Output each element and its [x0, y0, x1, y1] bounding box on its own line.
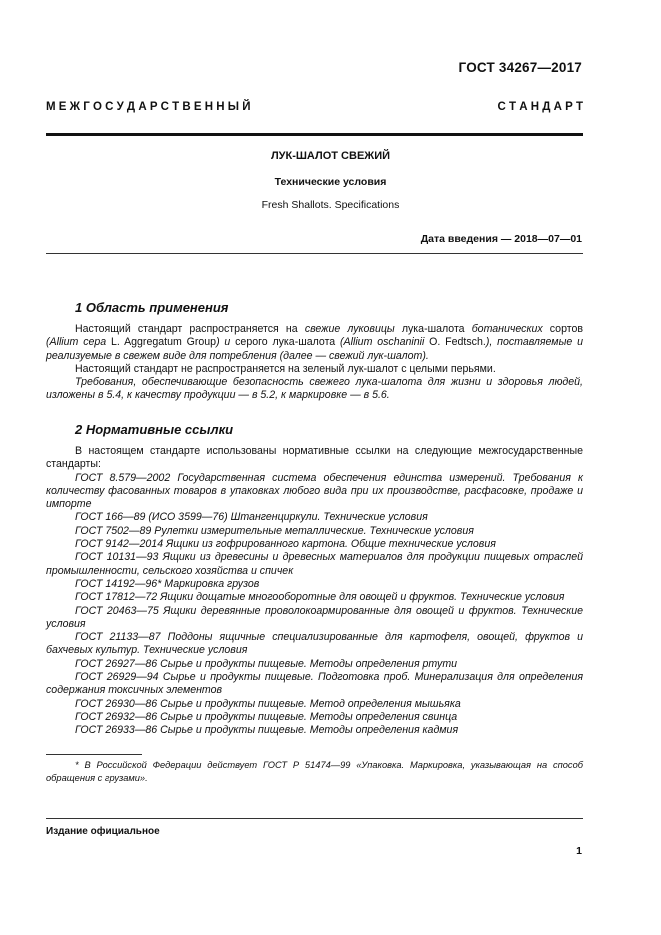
reference-item: ГОСТ 21133—87 Поддоны ящичные специализированные для картофеля, овощей, фруктов и бахчевых культур. Технические условия — [46, 631, 583, 657]
edition-label: Издание официальное — [46, 826, 160, 837]
reference-item: ГОСТ 26932—86 Сырье и продукты пищевые. Методы определения свинца — [75, 710, 458, 723]
footer-rule — [46, 818, 583, 819]
section-2-heading: 2 Нормативные ссылки — [75, 422, 234, 437]
section-1-body — [46, 323, 583, 403]
banner-left: М Е Ж Г О С У Д А Р С Т В Е Н Н Ы Й — [46, 101, 251, 113]
reference-item: ГОСТ 9142—2014 Ящики из гофрированного картона. Общие технические условия — [75, 538, 496, 551]
standard-banner — [46, 101, 583, 113]
section-1-para-3: Требования, обеспечивающие безопасность свежего лука-шалота для жизни и здоровья людей, изложены в 5.4, к качеству продукции — в 5.2, к маркировке — в 5.6. — [46, 376, 583, 402]
section-2-intro: В настоящем стандарте использованы нормативные ссылки на следующие межгосударственные стандарты: — [46, 445, 583, 471]
text-run: лука-шалота — [394, 323, 472, 335]
section-1-para-1 — [46, 323, 583, 363]
reference-item: ГОСТ 26927—86 Сырье и продукты пищевые. Методы определения ртути — [75, 657, 458, 670]
page-number: 1 — [576, 845, 582, 857]
text-run: сортов — [542, 323, 583, 335]
text-run: L. Aggregatum Group — [106, 336, 217, 349]
gost-code: ГОСТ 34267—2017 — [458, 60, 582, 75]
text-run: (Allium oschaninii — [340, 336, 425, 349]
header-rule — [46, 133, 583, 136]
reference-item: ГОСТ 14192—96* Маркировка грузов — [75, 577, 260, 590]
footnote — [46, 759, 583, 785]
text-run: серого лука-шалота — [230, 336, 341, 349]
banner-right: С Т А Н Д А Р Т — [497, 101, 583, 113]
section-1-para-2: Настоящий стандарт не распространяется на зеленый лук-шалот с целыми перьями. — [75, 362, 496, 375]
english-title: Fresh Shallots. Specifications — [261, 199, 400, 211]
text-run: O. Fedtsch. — [424, 336, 486, 349]
footnote-rule — [46, 754, 142, 755]
document-title: ЛУК-ШАЛОТ СВЕЖИЙ — [270, 150, 391, 162]
reference-item: ГОСТ 26929—94 Сырье и продукты пищевые. Подготовка проб. Минерализация для определения содержания токсичных элементов — [46, 671, 583, 697]
reference-item: ГОСТ 8.579—2002 Государственная система обеспечения единства измерений. Требования к количеству фасованных товаров в упаковках любого вида при их производстве, расфасовке, продаже и импорте — [46, 471, 583, 511]
date-rule — [46, 253, 583, 254]
reference-item: ГОСТ 17812—72 Ящики дощатые многооборотные для овощей и фруктов. Технические условия — [75, 591, 565, 604]
footnote-text: * В Российской Федерации действует ГОСТ Р 51474—99 «Упаковка. Маркировка, указывающая на способ обращения с грузами». — [46, 760, 583, 783]
reference-item: ГОСТ 7502—89 Рулетки измерительные металлические. Технические условия — [75, 524, 474, 537]
reference-item: ГОСТ 26933—86 Сырье и продукты пищевые. Методы определения кадмия — [75, 724, 459, 737]
intro-date: Дата введения — 2018—07—01 — [420, 233, 582, 245]
reference-item: ГОСТ 166—89 (ИСО 3599—76) Штангенциркули. Технические условия — [75, 511, 428, 524]
section-1-heading: 1 Область применения — [75, 300, 229, 315]
text-run: ботанических — [471, 323, 543, 335]
text-run: ) и — [216, 336, 231, 349]
text-run: ), поставляемые и реализуемые в свежем виде для потребления (далее — свежий лук-шалот). — [46, 336, 583, 362]
text-run: Настоящий стандарт распространяется на — [75, 323, 305, 335]
document-subtitle: Технические условия — [274, 176, 387, 188]
reference-item: ГОСТ 20463—75 Ящики деревянные проволокоармированные для овощей и фруктов. Технические условия — [46, 604, 583, 630]
text-run: (Allium cepa — [46, 336, 107, 349]
reference-item: ГОСТ 26930—86 Сырье и продукты пищевые. Метод определения мышьяка — [75, 697, 461, 710]
section-2-body — [46, 445, 583, 738]
reference-item: ГОСТ 10131—93 Ящики из древесины и древесных материалов для продукции пищевых отраслей промышленности, сельского хозяйства и спичек — [46, 551, 583, 577]
text-run: свежие луковицы — [304, 323, 395, 335]
